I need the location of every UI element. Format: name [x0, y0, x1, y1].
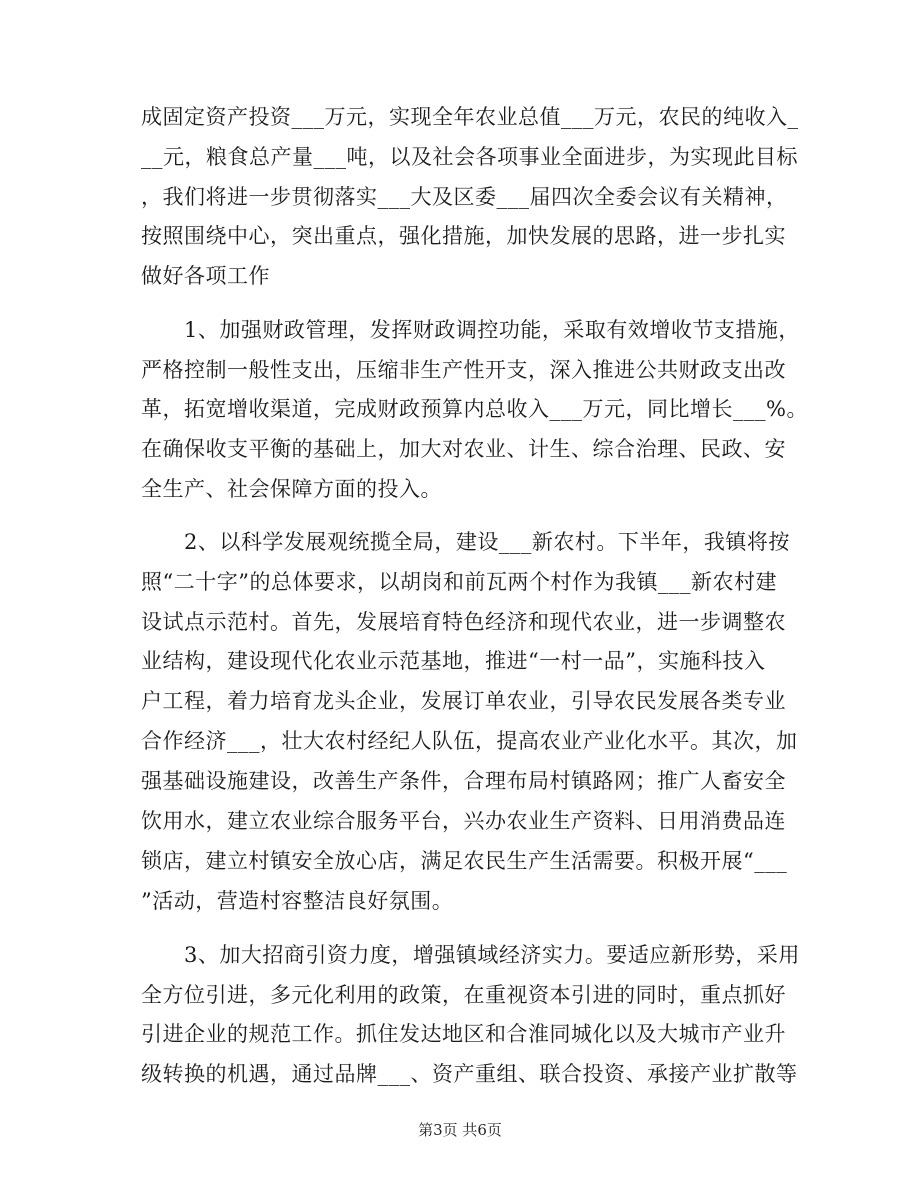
text-line: 全生产、社会保障方面的投入。: [141, 477, 442, 501]
text-line: 合作经济___，壮大农村经纪人队伍，提高农业产业化水平。其次，加: [141, 729, 798, 753]
text-line: ，我们将进一步贯彻落实___大及区委___届四次全委会议有关精神，: [141, 185, 788, 209]
text-line: 1、加强财政管理，发挥财政调控功能，采取有效增收节支措施，: [141, 318, 800, 342]
text-line: ”活动，营造村容整洁良好氛围。: [141, 889, 454, 913]
text-line: 户工程，着力培育龙头企业，发展订单农业，引导农民发展各类专业: [141, 689, 786, 713]
text-line: 全方位引进，多元化利用的政策，在重视资本引进的同时，重点抓好: [141, 983, 786, 1007]
text-line: 锁店，建立村镇安全放心店，满足农民生产生活需要。积极开展“___: [141, 849, 788, 873]
text-line: 强基础设施建设，改善生产条件，合理布局村镇路网；推广人畜安全: [141, 769, 786, 793]
text-line: 做好各项工作: [141, 264, 270, 288]
text-line: 成固定资产投资___万元，实现全年农业总值___万元，农民的纯收入_: [141, 105, 799, 129]
text-line: 在确保收支平衡的基础上，加大对农业、计生、综合治理、民政、安: [141, 437, 786, 461]
text-line: 级转换的机遇，通过品牌___、资产重组、联合投资、承接产业扩散等: [141, 1062, 798, 1086]
text-line: __元，粮食总产量___吨，以及社会各项事业全面进步，为实现此目标: [141, 145, 798, 169]
text-line: 照“二十字”的总体要求，以胡岗和前瓦两个村作为我镇___新农村建: [141, 570, 777, 594]
text-line: 革，拓宽增收渠道，完成财政预算内总收入___万元，同比增长___%。: [141, 397, 808, 421]
page-number: 第3页 共6页: [418, 1121, 502, 1139]
text-line: 设试点示范村。首先，发展培育特色经济和现代农业，进一步调整农: [141, 610, 786, 634]
text-line: 引进企业的规范工作。抓住发达地区和合淮同城化以及大城市产业升: [141, 1022, 786, 1046]
text-line: 2、以科学发展观统揽全局，建设___新农村。下半年，我镇将按: [141, 530, 790, 554]
text-line: 按照围绕中心，突出重点，强化措施，加快发展的思路，进一步扎实: [141, 224, 786, 248]
text-line: 业结构，建设现代化农业示范基地，推进“一村一品”，实施科技入: [141, 649, 766, 673]
text-line: 严格控制一般性支出，压缩非生产性开支，深入推进公共财政支出改: [141, 358, 786, 382]
text-line: 3、加大招商引资力度，增强镇域经济实力。要适应新形势，采用: [141, 943, 800, 967]
text-line: 饮用水，建立农业综合服务平台，兴办农业生产资料、日用消费品连: [141, 809, 786, 833]
